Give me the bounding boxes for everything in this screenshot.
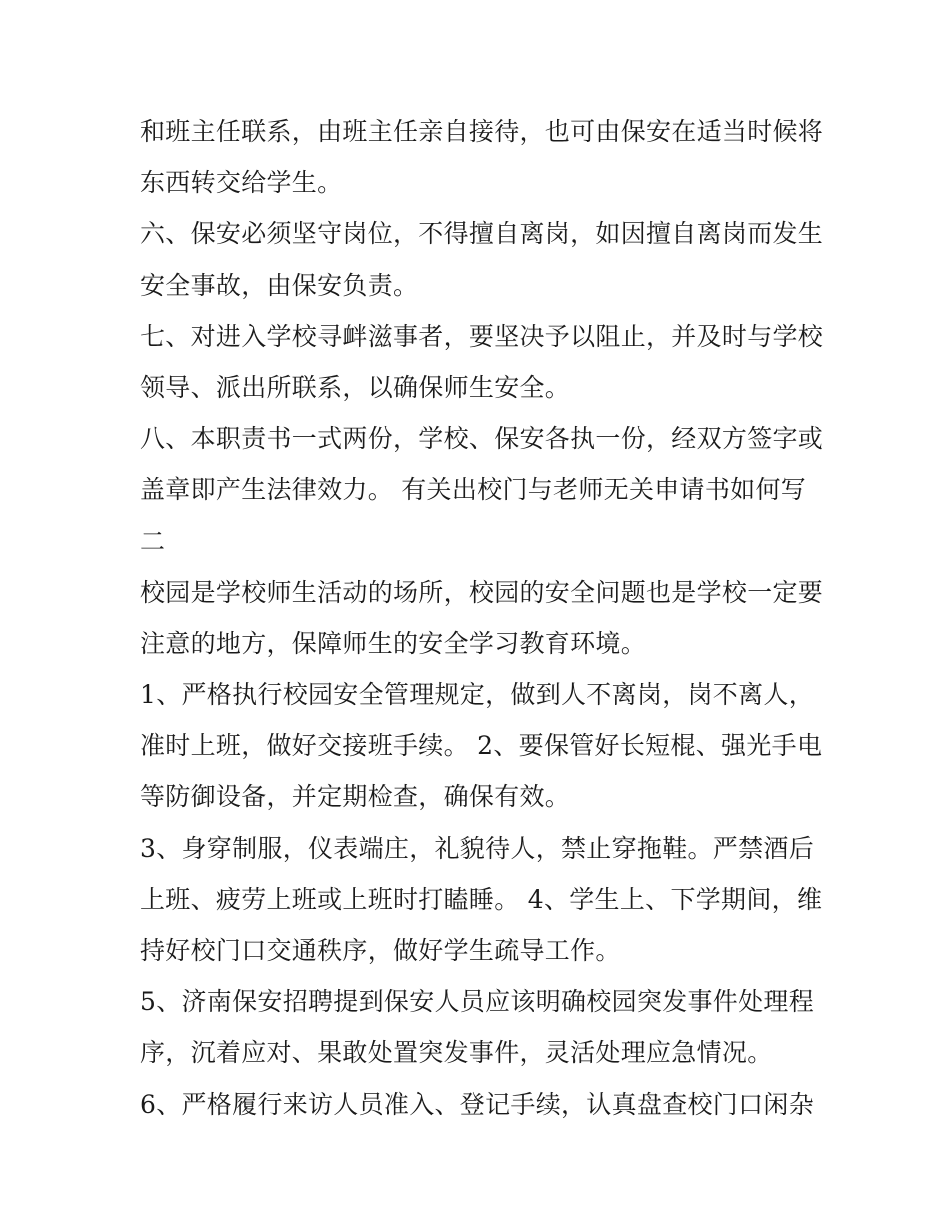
- text-line: 等防御设备，并定期检查，确保有效。: [140, 782, 571, 812]
- text-line: 注意的地方，保障师生的安全学习教育环境。: [140, 628, 647, 658]
- text-line: 六、保安必须坚守岗位，不得擅自离岗，如因擅自离岗而发生: [140, 219, 824, 249]
- text-line: 盖章即产生法律效力。 有关出校门与老师无关申请书如何写: [140, 475, 807, 505]
- text-line: 东西转交给学生。: [140, 168, 343, 198]
- text-line: 6、严格履行来访人员准入、登记手续，认真盘查校门口闲杂: [140, 1089, 815, 1119]
- text-line: 1、严格执行校园安全管理规定，做到人不离岗，岗不离人，: [140, 680, 815, 710]
- text-line: 3、身穿制服，仪表端庄，礼貌待人，禁止穿拖鞋。严禁酒后: [140, 833, 815, 863]
- text-line: 上班、疲劳上班或上班时打瞌睡。 4、学生上、下学期间，维: [140, 884, 823, 914]
- text-line: 和班主任联系，由班主任亲自接待，也可由保安在适当时候将: [140, 117, 824, 146]
- text-line: 5、济南保安招聘提到保安人员应该明确校园突发事件处理程: [140, 987, 815, 1017]
- text-line: 安全事故，由保安负责。: [140, 270, 419, 300]
- text-line: 八、本职责书一式两份，学校、保安各执一份，经双方签字或: [140, 424, 824, 454]
- text-line: 七、对进入学校寻衅滋事者，要坚决予以阻止，并及时与学校: [140, 321, 824, 351]
- document-body: [140, 106, 824, 1130]
- text-line: 序，沉着应对、果敢处置突发事件，灵活处理应急情况。: [140, 1038, 773, 1068]
- text-line: 校园是学校师生活动的场所，校园的安全问题也是学校一定要: [140, 577, 824, 607]
- text-line: 准时上班，做好交接班手续。 2、要保管好长短棍、强光手电: [140, 731, 823, 761]
- text-line: 领导、派出所联系，以确保师生安全。: [140, 372, 571, 402]
- text-line: 持好校门口交通秩序，做好学生疏导工作。: [140, 936, 621, 965]
- text-line: 二: [140, 526, 166, 556]
